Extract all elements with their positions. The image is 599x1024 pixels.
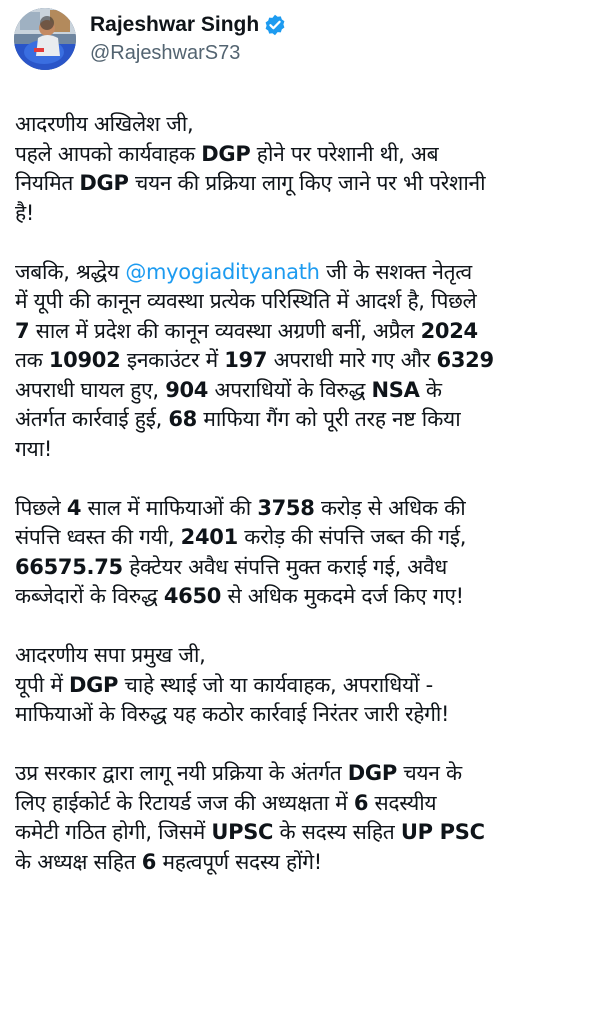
text-line: माफियाओं के विरुद्ध यह कठोर कार्रवाई निरंतर जारी रहेगी! <box>15 702 450 726</box>
text-line: 7 साल में प्रदेश की कानून व्यवस्था अग्रणी बनीं, अप्रैल 2024 <box>15 318 478 343</box>
tweet-header <box>14 8 286 70</box>
text-fragment: जी के सशक्त नेतृत्व <box>326 259 472 284</box>
text-line: कब्जेदारों के विरुद्ध 4650 से अधिक मुकदमे दर्ज किए गए! <box>15 584 464 608</box>
text-line: में यूपी की कानून व्यवस्था प्रत्येक परिस्थिति में आदर्श है, पिछले <box>15 289 477 313</box>
text-line: अपराधी घायल हुए, 904 अपराधियों के विरुद्ध NSA के <box>15 377 442 402</box>
paragraph-5 <box>15 759 590 877</box>
paragraph-1 <box>15 110 590 228</box>
text-line: आदरणीय अखिलेश जी, <box>15 112 194 136</box>
text-line: अंतर्गत कार्रवाई हुई, 68 माफिया गैंग को पूरी तरह नष्ट किया <box>15 407 461 431</box>
display-name[interactable]: Rajeshwar Singh <box>90 13 260 36</box>
profile-photo-icon <box>14 8 76 70</box>
text-line: यूपी में DGP चाहे स्थाई जो या कार्यवाहक, अपराधियों - <box>15 672 433 697</box>
text-line: उप्र सरकार द्वारा लागू नयी प्रक्रिया के अंतर्गत DGP चयन के <box>15 761 462 785</box>
text-line: के अध्यक्ष सहित 6 महत्वपूर्ण सदस्य होंगे! <box>15 849 322 874</box>
text-line: लिए हाईकोर्ट के रिटायर्ड जज की अध्यक्षता में 6 सदस्यीय <box>15 790 437 815</box>
text-line: गया! <box>15 436 52 461</box>
display-name-row <box>90 12 286 38</box>
text-fragment: जबकि, श्रद्धेय <box>15 259 119 284</box>
text-line: पहले आपको कार्यवाहक DGP होने पर परेशानी थी, अब <box>15 141 439 166</box>
text-line: आदरणीय सपा प्रमुख जी, <box>15 643 206 667</box>
mention-link[interactable]: @myogiadityanath <box>125 259 320 284</box>
paragraph-4 <box>15 641 590 730</box>
text-line: तक 10902 इनकाउंटर में 197 अपराधी मारे गए और 6329 <box>15 348 494 372</box>
text-line <box>15 258 590 288</box>
author-names <box>90 12 286 66</box>
paragraph-2 <box>15 258 590 465</box>
verified-badge-icon[interactable] <box>264 14 286 36</box>
text-line: संपत्ति ध्वस्त की गयी, 2401 करोड़ की संपत्ति जब्त की गई, <box>15 525 467 549</box>
text-line: नियमित DGP चयन की प्रक्रिया लागू किए जाने पर भी परेशानी <box>15 171 486 195</box>
text-line: 66575.75 हेक्टेयर अवैध संपत्ति मुक्त कराई गई, अवैध <box>15 554 447 579</box>
text-line: पिछले 4 साल में माफियाओं की 3758 करोड़ से अधिक की <box>15 495 466 520</box>
text-line: कमेटी गठित होगी, जिसमें UPSC के सदस्य सहित UP PSC <box>15 820 485 844</box>
tweet-text <box>15 110 590 877</box>
avatar[interactable] <box>14 8 76 70</box>
paragraph-3 <box>15 494 590 612</box>
text-line: है! <box>15 200 34 225</box>
user-handle[interactable]: @RajeshwarS73 <box>90 42 241 64</box>
